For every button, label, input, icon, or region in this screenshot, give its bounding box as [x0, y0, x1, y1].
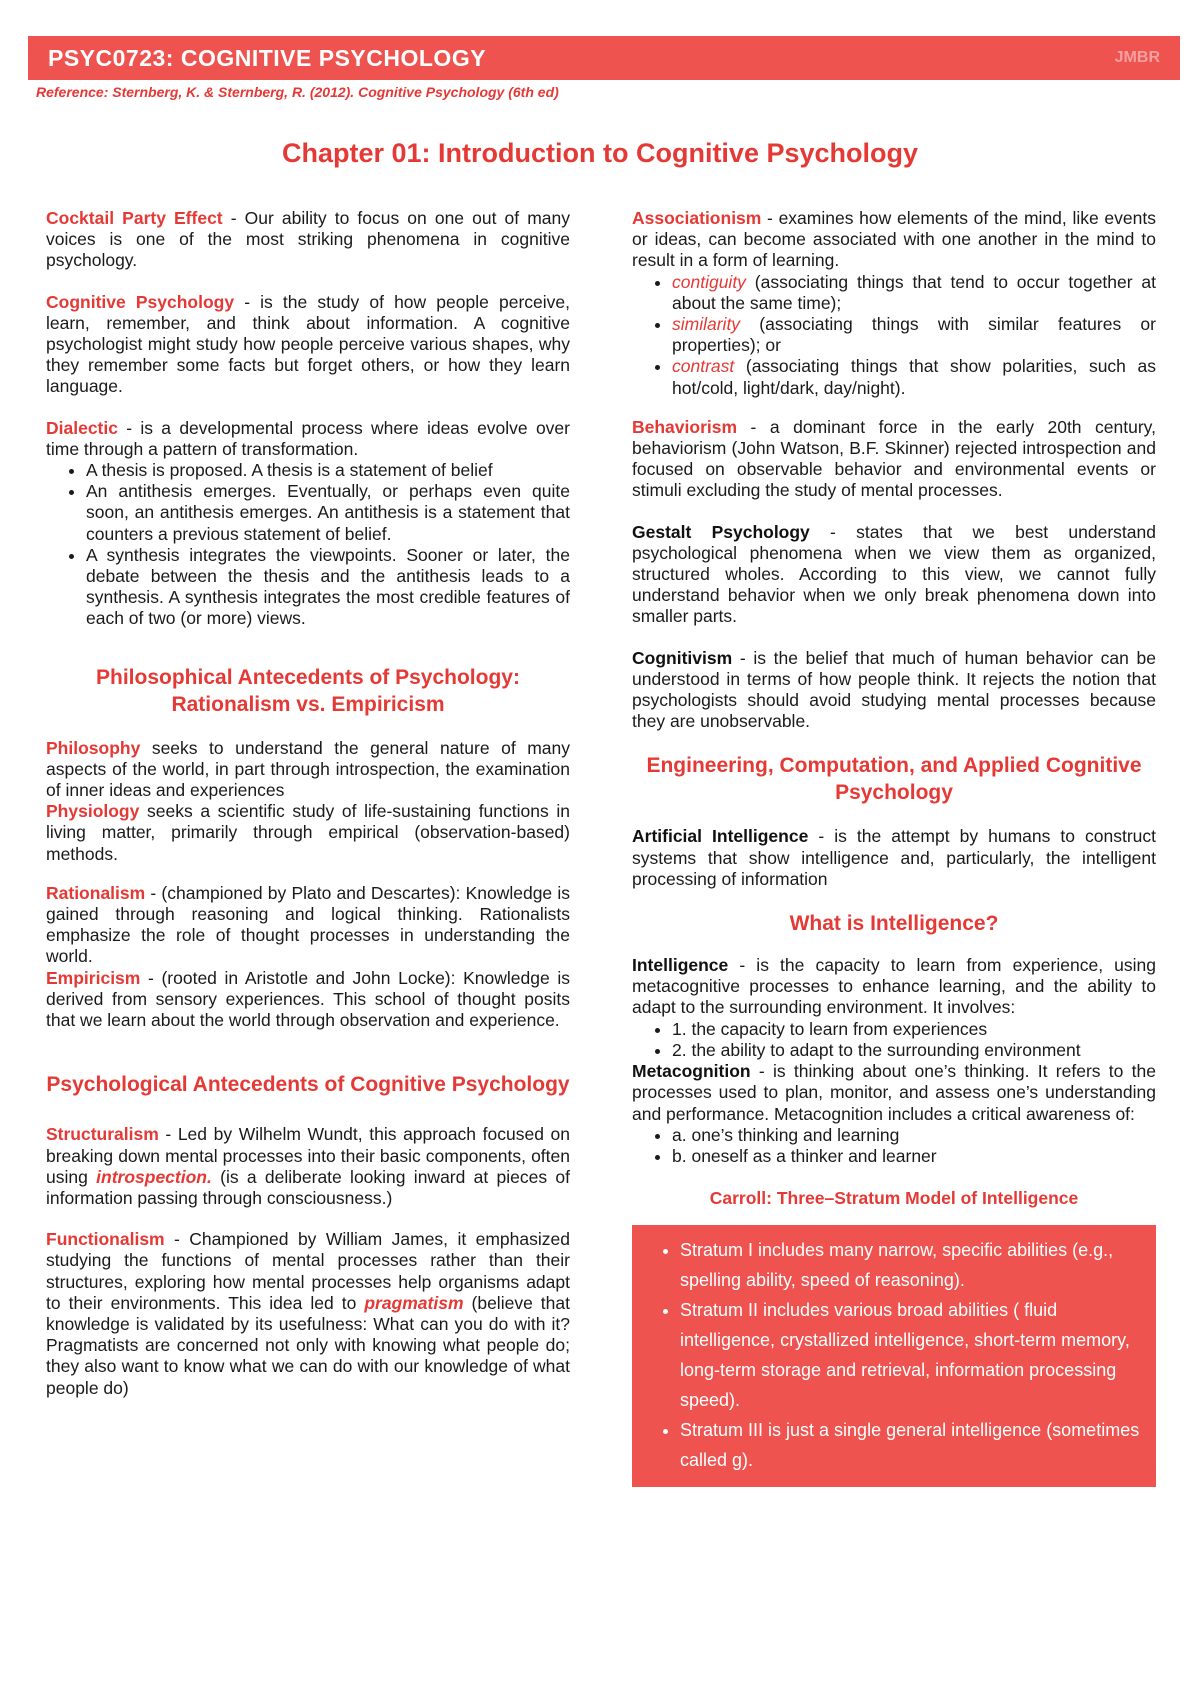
list-item: • A thesis is proposed. A thesis is a statement of belief — [86, 460, 570, 481]
term-gestalt: Gestalt Psychology — [632, 521, 810, 542]
strata-box — [632, 1225, 1156, 1487]
list-item-text: (associating things with similar features or properties); or — [672, 314, 1156, 356]
emphasis-contiguity: contiguity — [672, 271, 746, 292]
definition-text: - is the belief that much of human behavior can be understood in terms of how people think. It rejects the notion that psychologists should avoid studying mental processes because they are unobservable. — [632, 647, 1156, 732]
list-item-text: (associating things that tend to occur together at about the same time); — [672, 271, 1156, 313]
definition-text: seeks to understand the general nature of many aspects of the world, in part through introspection, the examination of inner ideas and experiences — [46, 737, 570, 801]
functionalism-paragraph — [46, 1229, 570, 1399]
definition-text: - is the attempt by humans to construct systems that show intelligence and, particularly, the intelligent processing of information — [632, 826, 1157, 889]
definition-text: - (rooted in Aristotle and John Locke): Knowledge is derived from sensory experiences. This school of thought posits that we learn about the world through observation and experience. — [46, 967, 570, 1031]
gestalt-paragraph — [632, 522, 1156, 628]
definition-text: - (championed by Plato and Descartes): Knowledge is gained through reasoning and logical thinking. Rationalists emphasize the role of thought processes in understanding the world. — [46, 882, 570, 967]
definition-text: - is the capacity to learn from experience, using metacognitive processes to enhance learning, and the ability to adapt to the surrounding environment. It involves: — [632, 955, 1156, 1018]
cognitive-psychology-paragraph — [46, 292, 570, 398]
term-cocktail-party: Cocktail Party Effect — [46, 208, 223, 228]
list-item-text: (associating things that show polarities, such as hot/cold, light/dark, day/night). — [672, 356, 1156, 398]
physiology-paragraph — [46, 801, 570, 865]
definition-text: - is the study of how people perceive, learn, remember, and think about information. A cognitive psychologist might study how people perceive various shapes, why they remember some facts but forget others, or how they learn language. — [46, 291, 570, 397]
psychological-antecedents-heading: Psychological Antecedents of Cognitive Psychology — [46, 1073, 570, 1097]
dialectic-paragraph — [46, 418, 570, 460]
intelligence-paragraph — [632, 955, 1156, 1019]
structuralism-paragraph — [46, 1124, 570, 1209]
list-item — [672, 356, 1156, 398]
strata-list — [640, 1235, 1144, 1475]
reference-line: Reference: Sternberg, K. & Sternberg, R. (2012). Cognitive Psychology (6th ed) — [36, 84, 559, 100]
cocktail-party-paragraph — [46, 208, 570, 272]
associationism-list — [632, 272, 1156, 399]
ai-paragraph — [632, 826, 1156, 890]
definition-text: - is a developmental process where ideas evolve over time through a pattern of transformation. — [46, 417, 570, 459]
term-cognitive-psychology: Cognitive Psychology — [46, 291, 235, 312]
term-structuralism: Structuralism — [46, 1124, 159, 1145]
term-associationism: Associationism — [632, 208, 762, 228]
carroll-heading: Carroll: Three–Stratum Model of Intelligence — [709, 1188, 1079, 1209]
list-item: • A synthesis integrates the viewpoints. Sooner or later, the debate between the thesis and the antithesis leads to a synthesis. A synthesis integrates the most credible features of each of two (or more) views. — [86, 545, 570, 630]
empiricism-paragraph — [46, 968, 570, 1032]
term-metacognition: Metacognition — [632, 1061, 751, 1082]
list-item — [672, 272, 1156, 314]
term-cognitivism: Cognitivism — [632, 647, 733, 668]
associationism-paragraph — [632, 208, 1156, 272]
emphasis-similarity: similarity — [672, 314, 741, 335]
definition-text: - is thinking about one’s thinking. It refers to the processes used to plan, monitor, and assess one’s understanding and performance. Metacognition includes a critical awareness of: — [632, 1061, 1156, 1124]
definition-text: - states that we best understand psychological phenomena when we view them as organized, structured wholes. According to this view, we cannot fully understand behavior when we only break phenomena down into smaller parts. — [632, 521, 1156, 627]
term-dialectic: Dialectic — [46, 417, 118, 438]
term-physiology: Physiology — [46, 801, 140, 822]
definition-text: - Championed by William James, it emphasized studying the functions of mental processes rather than their structures, exploring how mental processes help organisms adapt to their environments. This idea led to — [46, 1229, 570, 1313]
list-item: • An antithesis emerges. Eventually, or perhaps even quite soon, an antithesis emerges. An antithesis is a statement that counters a previous statement of belief. — [86, 481, 570, 545]
engineering-heading: Engineering, Computation, and Applied Cognitive Psychology — [646, 754, 1142, 805]
definition-text: - Led by Wilhelm Wundt, this approach focused on breaking down mental processes into their basic components, often using — [46, 1124, 570, 1187]
list-item: • b. oneself as a thinker and learner — [672, 1146, 1156, 1167]
course-title: PSYC0723: COGNITIVE PSYCHOLOGY — [48, 44, 487, 71]
definition-text: seeks a scientific study of life-sustaining functions in living matter, primarily through empirical (observation-based) methods. — [46, 801, 570, 864]
emphasis-contrast: contrast — [672, 356, 735, 377]
list-item: • Stratum III is just a single general intelligence (sometimes called g). — [680, 1415, 1144, 1475]
behaviorism-paragraph — [632, 417, 1156, 502]
dialectic-list — [46, 460, 570, 630]
intelligence-heading: What is Intelligence? — [789, 912, 999, 936]
chapter-title: Chapter 01: Introduction to Cognitive Psychology — [281, 138, 919, 168]
definition-text: (believe that knowledge is validated by its usefulness: What can you do with it? Pragmatists are concerned not only with knowing what people do; they also want to know what we can do with our knowledge of what people do) — [46, 1292, 570, 1398]
emphasis-pragmatism: pragmatism — [364, 1292, 464, 1313]
header-banner — [28, 36, 1180, 80]
definition-text: - a dominant force in the early 20th century, behaviorism (John Watson, B.F. Skinner) rejected introspection and focused on observable behavior and environmental events or stimuli excluding the study of mental processes. — [632, 416, 1156, 501]
metacognition-list — [632, 1125, 1156, 1167]
left-column — [46, 208, 570, 1399]
emphasis-introspection: introspection. — [96, 1166, 212, 1187]
term-philosophy: Philosophy — [46, 737, 141, 758]
author-initials: JMBR — [1114, 49, 1160, 66]
term-behaviorism: Behaviorism — [632, 416, 738, 437]
term-rationalism: Rationalism — [46, 882, 146, 903]
right-column — [632, 208, 1156, 1487]
definition-text: - Our ability to focus on one out of many voices is one of the most striking phenomena in cognitive psychology. — [46, 208, 570, 271]
term-artificial-intelligence: Artificial Intelligence — [632, 826, 809, 847]
rationalism-paragraph — [46, 883, 570, 968]
cognitivism-paragraph — [632, 648, 1156, 733]
term-intelligence: Intelligence — [632, 955, 729, 976]
philosophical-antecedents-heading: Philosophical Antecedents of Psychology: Rationalism vs. Empiricism — [96, 665, 520, 716]
list-item: • a. one’s thinking and learning — [672, 1125, 1156, 1146]
list-item — [672, 314, 1156, 356]
definition-text: - examines how elements of the mind, like events or ideas, can become associated with one another in the mind to result in a form of learning. — [632, 208, 1156, 271]
metacognition-paragraph — [632, 1061, 1156, 1125]
list-item: • 2. the ability to adapt to the surrounding environment — [672, 1040, 1156, 1061]
intelligence-list — [632, 1019, 1156, 1061]
list-item: • Stratum I includes many narrow, specific abilities (e.g., spelling ability, speed of reasoning). — [680, 1235, 1144, 1295]
list-item: • Stratum II includes various broad abilities ( fluid intelligence, crystallized intelligence, short-term memory, long-term storage and retrieval, information processing speed). — [680, 1295, 1144, 1415]
list-item: • 1. the capacity to learn from experiences — [672, 1019, 1156, 1040]
definition-text: (is a deliberate looking inward at pieces of information passing through consciousness.) — [46, 1166, 571, 1208]
philosophy-paragraph — [46, 738, 570, 802]
term-functionalism: Functionalism — [46, 1229, 165, 1250]
term-empiricism: Empiricism — [46, 967, 141, 988]
